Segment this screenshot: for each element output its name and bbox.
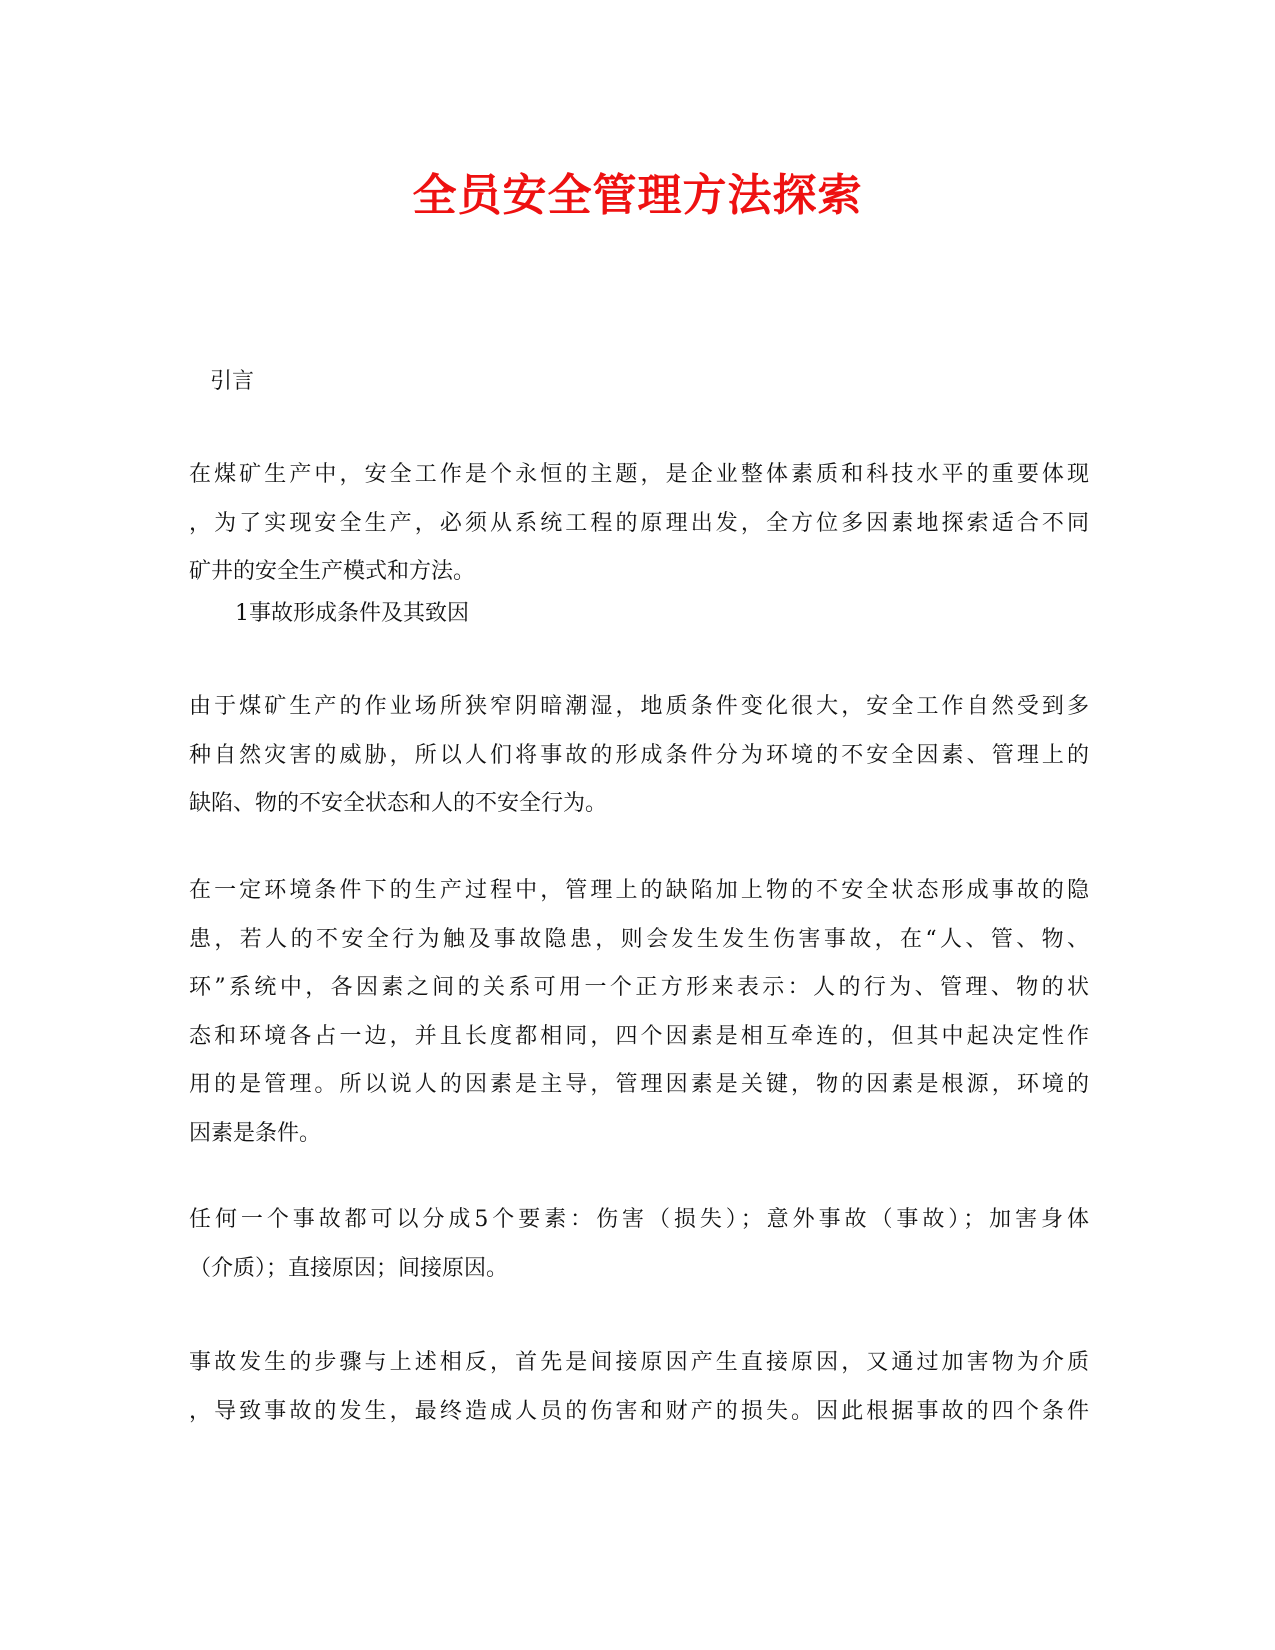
paragraph-line: 任何一个事故都可以分成5个要素：伤害（损失）；意外事故（事故）；加害身体 (189, 1207, 1089, 1232)
paragraph-line: （介质）；直接原因；间接原因。 (189, 1255, 509, 1281)
paragraph-line: 矿井的安全生产模式和方法。 (189, 559, 476, 584)
paragraph-line: 态和环境各占一边，并且长度都相同，四个因素是相互牵连的，但其中起决定性作 (189, 1023, 1089, 1049)
paragraph-5 (189, 1339, 1089, 1436)
paragraph-line: 因素是条件。 (189, 1120, 322, 1146)
paragraph-line: 患，若人的不安全行为触及事故隐患，则会发生发生伤害事故，在“人、管、物、 (189, 926, 1089, 952)
paragraph-line: 用的是管理。所以说人的因素是主导，管理因素是关键，物的因素是根源，环境的 (189, 1072, 1089, 1097)
paragraph-line: 由于煤矿生产的作业场所狭窄阴暗潮湿，地质条件变化很大，安全工作自然受到多 (189, 694, 1089, 719)
paragraph-line: 环”系统中，各因素之间的关系可用一个正方形来表示：人的行为、管理、物的状 (189, 975, 1089, 1000)
intro-heading: 引言 (210, 369, 255, 394)
paragraph-line: 在一定环境条件下的生产过程中，管理上的缺陷加上物的不安全状态形成事故的隐 (189, 878, 1089, 903)
paragraph-2 (189, 683, 1089, 829)
document-title: 全员安全管理方法探索 (412, 170, 863, 221)
paragraph-4 (189, 1196, 1089, 1293)
paragraph-line: 种自然灾害的威胁，所以人们将事故的形成条件分为环境的不安全因素、管理上的 (189, 742, 1089, 768)
paragraph-line: 事故发生的步骤与上述相反，首先是间接原因产生直接原因，又通过加害物为介质 (189, 1350, 1089, 1375)
paragraph-line: 在煤矿生产中，安全工作是个永恒的主题，是企业整体素质和科技水平的重要体现 (189, 462, 1089, 487)
paragraph-line: 缺陷、物的不安全状态和人的不安全行为。 (189, 791, 608, 816)
paragraph-line: ，导致事故的发生，最终造成人员的伤害和财产的损失。因此根据事故的四个条件 (189, 1398, 1089, 1424)
paragraph-3 (189, 867, 1089, 1158)
section-1-heading: 1事故形成条件及其致因 (235, 601, 469, 626)
paragraph-line: ，为了实现安全生产，必须从系统工程的原理出发，全方位多因素地探索适合不同 (189, 510, 1089, 536)
paragraph-1 (189, 451, 1089, 597)
